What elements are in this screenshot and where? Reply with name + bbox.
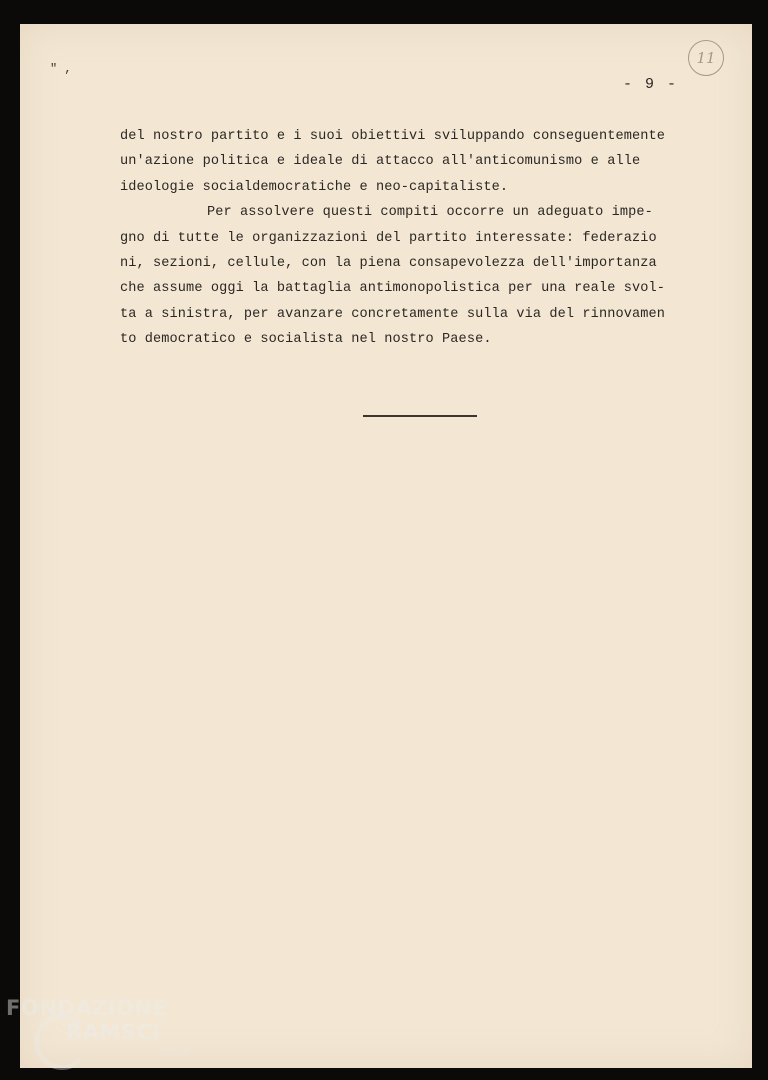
watermark-line-1: FONDAZIONE [6, 996, 168, 1020]
corner-marks: " , [50, 62, 72, 76]
text-line: ta a sinistra, per avanzare concretamente sulla via del rinnovamen [120, 306, 665, 322]
archive-number-stamp [688, 40, 724, 76]
text-line: del nostro partito e i suoi obiettivi sviluppando conseguentemente [120, 129, 665, 144]
closing-rule [363, 415, 477, 417]
fondazione-gramsci-watermark [6, 996, 189, 1059]
body-text [120, 124, 710, 353]
text-line: ni, sezioni, cellule, con la piena consapevolezza dell'importanza [120, 256, 657, 272]
archive-number: 11 [696, 49, 716, 67]
text-line: ideologie socialdemocratiche e neo-capitaliste. [120, 179, 509, 195]
text-line: gno di tutte le organizzazioni del partito interessate: federazio [120, 230, 657, 246]
watermark-line-2: RAMSCI [66, 1020, 161, 1044]
text-line: Per assolvere questi compiti occorre un adeguato impe- [207, 205, 653, 221]
text-line: che assume oggi la battaglia antimonopolistica per una reale svol- [120, 281, 665, 297]
page-number: - 9 - [623, 76, 679, 93]
text-line: un'azione politica e ideale di attacco all'anticomunismo e alle [120, 154, 641, 170]
document-page [20, 24, 752, 1068]
logo-g-icon [34, 1014, 90, 1070]
text-line: to democratico e socialista nel nostro Paese. [120, 332, 492, 348]
watermark-sub: onlus [162, 1048, 189, 1059]
